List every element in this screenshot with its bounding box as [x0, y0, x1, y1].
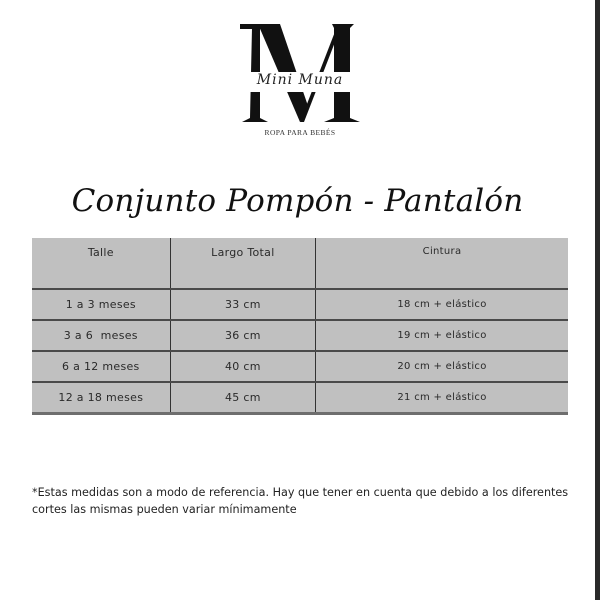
- cell-cintura: 21 cm + elástico: [316, 382, 568, 414]
- right-edge-border: [595, 0, 600, 600]
- cell-cintura: 20 cm + elástico: [316, 351, 568, 382]
- table-row: [32, 320, 568, 351]
- cell-cintura: 18 cm + elástico: [316, 289, 568, 320]
- cell-talle: 12 a 18 meses: [32, 382, 170, 414]
- cell-talle: 1 a 3 meses: [32, 289, 170, 320]
- cell-talle: 3 a 6 meses: [32, 320, 170, 351]
- table-header-row: [32, 238, 568, 289]
- table-row: [32, 382, 568, 414]
- page-title: Conjunto Pompón - Pantalón: [71, 183, 524, 219]
- brand-subtitle: ROPA PARA BEBÉS: [264, 128, 336, 137]
- cell-largo: 40 cm: [170, 351, 315, 382]
- brand-script-name: Mini Muna: [256, 72, 344, 88]
- size-chart-table: [32, 238, 568, 415]
- header-largo-total: Largo Total: [170, 238, 315, 289]
- cell-cintura: 19 cm + elástico: [316, 320, 568, 351]
- cell-largo: 33 cm: [170, 289, 315, 320]
- cell-largo: 36 cm: [170, 320, 315, 351]
- table-row: [32, 351, 568, 382]
- cell-largo: 45 cm: [170, 382, 315, 414]
- table-row: [32, 289, 568, 320]
- header-cintura: Cintura: [316, 238, 568, 289]
- header-talle: Talle: [32, 238, 170, 289]
- disclaimer-line-2: cortes las mismas pueden variar mínimamente: [32, 503, 297, 516]
- disclaimer-note: [32, 484, 572, 518]
- brand-logo: [238, 20, 362, 140]
- disclaimer-line-1: *Estas medidas son a modo de referencia. Hay que tener en cuenta que debido a los diferentes: [32, 486, 569, 499]
- cell-talle: 6 a 12 meses: [32, 351, 170, 382]
